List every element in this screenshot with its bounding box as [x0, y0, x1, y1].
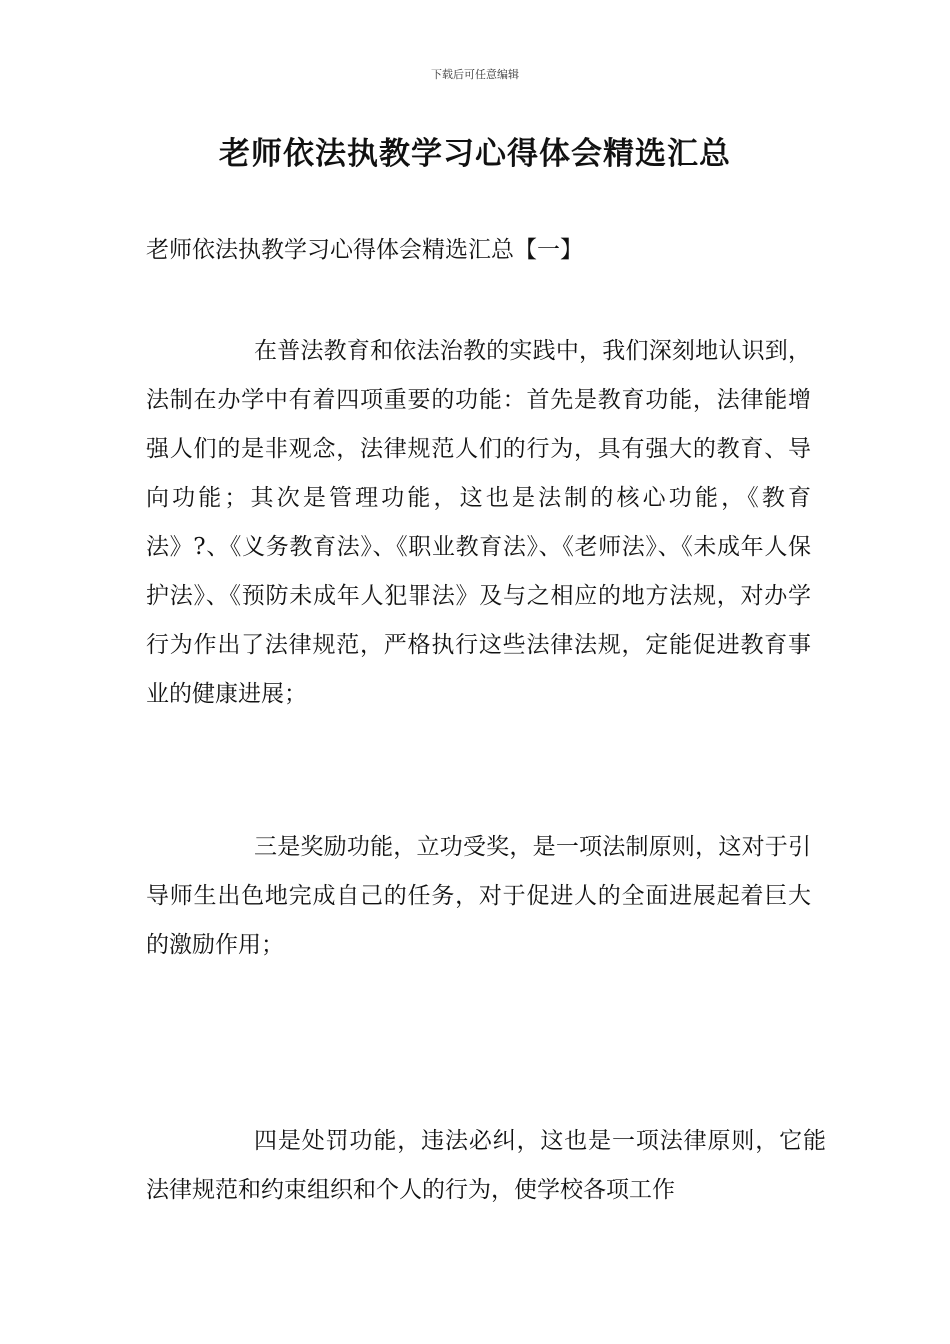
header-note: 下载后可任意编辑 — [431, 68, 519, 81]
body-paragraph: 在普法教育和依法治教的实践中，我们深刻地认识到，法制在办学中有着四项重要的功能：首先是教育功能，法律能增强人们的是非观念，法律规范人们的行为，具有强大的教育、导向功能；其次是管理功能，这也是法制的核心功能，《教育法》?、《义务教育法》、《职业教育法》、《老师法》、《未成年人保护法》、《预防未成年人犯罪法》及与之相应的地方法规，对办学行为作出了法律规范，严格执行这些法律法规，定能促进教育事业的健康进展； — [146, 338, 811, 707]
document-title: 老师依法执教学习心得体会精选汇总 — [219, 136, 731, 172]
body-paragraph: 三是奖励功能，立功受奖，是一项法制原则，这对于引导师生出色地完成自己的任务，对于促进人的全面进展起着巨大的激励作用； — [146, 834, 811, 958]
body-paragraph: 四是处罚功能，违法必纠，这也是一项法律原则，它能法律规范和约束组织和个人的行为，使学校各项工作 — [146, 1128, 826, 1203]
section-heading: 老师依法执教学习心得体会精选汇总【一】 — [146, 237, 583, 263]
